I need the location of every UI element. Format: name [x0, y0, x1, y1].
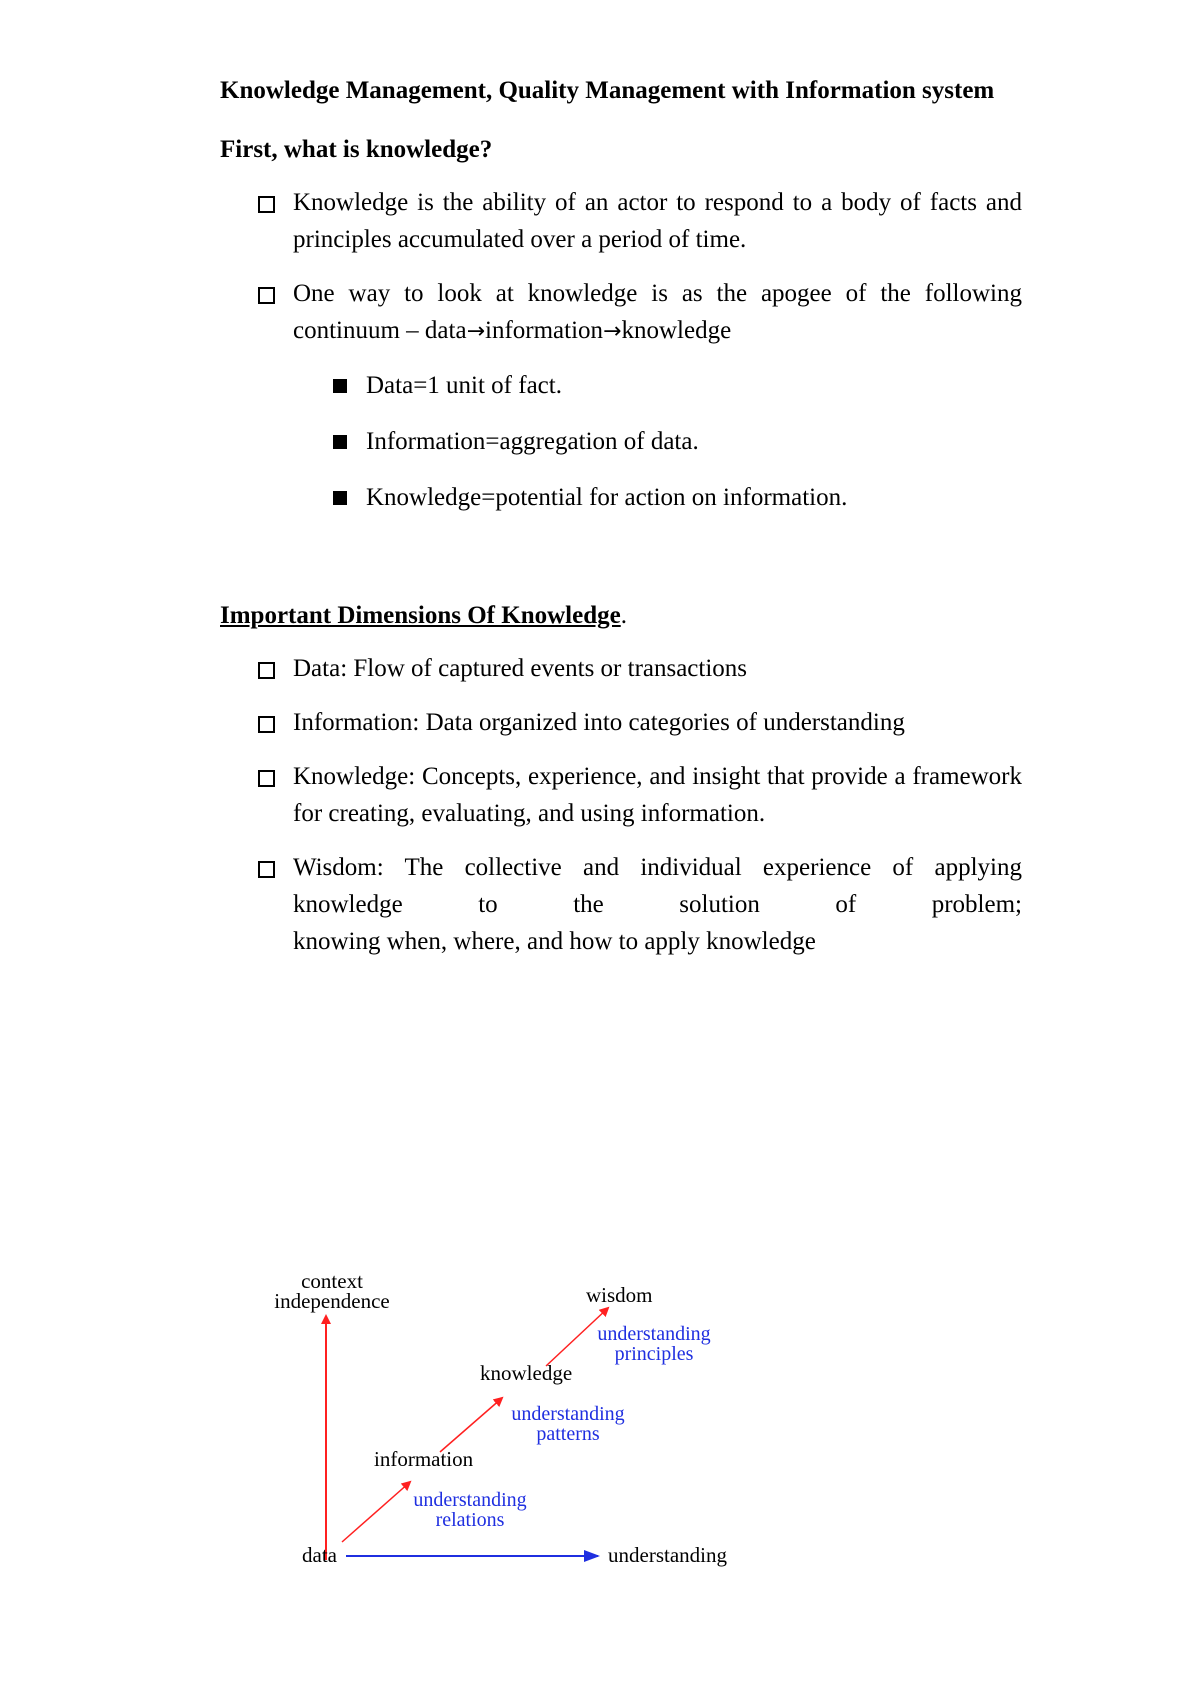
list-item [220, 849, 1022, 960]
relation-principles-line1: understanding [597, 1323, 711, 1345]
node-knowledge-label: knowledge [480, 1361, 573, 1385]
y-axis-label-line1: context [301, 1269, 363, 1293]
document-page [220, 72, 1022, 977]
section-heading-text: Important Dimensions Of Knowledge [220, 602, 621, 629]
node-wisdom-label: wisdom [586, 1283, 653, 1307]
relation-patterns-line2: patterns [536, 1423, 600, 1445]
section-heading-dimensions [220, 597, 1022, 634]
node-information-label: information [374, 1447, 474, 1471]
list-item [220, 650, 1022, 687]
list-item-text: knowing when, where, and how to apply knowledge [293, 928, 816, 955]
list-item [220, 704, 1022, 741]
y-axis-label-line2: independence [274, 1289, 390, 1313]
checkbox-bullet-icon [258, 287, 275, 304]
section-heading-suffix: . [620, 602, 627, 629]
list-item-text: One way to look at knowledge is as the apogee of the following continuum – data [293, 280, 1022, 344]
relation-principles-line2: principles [614, 1343, 694, 1365]
checkbox-bullet-icon [258, 716, 275, 733]
list-item-text: Data: Flow of captured events or transactions [293, 655, 748, 682]
sub-list-item-text: Knowledge=potential for action on information. [366, 484, 848, 511]
list-item-text: knowledge [621, 317, 732, 344]
list-item [220, 184, 1022, 258]
list-item-text: Wisdom: The collective and individual experience of applying knowledge to the solution of problem; [293, 854, 1022, 918]
checkbox-bullet-icon [258, 770, 275, 787]
sub-list-item [220, 479, 1022, 516]
relation-patterns-line1: understanding [511, 1403, 625, 1425]
list-item-text: Information: Data organized into categories of understanding [293, 709, 905, 736]
x-axis-label: understanding [608, 1543, 727, 1567]
square-bullet-icon [333, 491, 347, 505]
checkbox-bullet-icon [258, 662, 275, 679]
sub-list-item-text: Data=1 unit of fact. [366, 372, 562, 399]
arrow-data-to-information [342, 1482, 410, 1542]
right-arrow-icon: → [603, 319, 622, 344]
square-bullet-icon [333, 435, 347, 449]
arrow-information-to-knowledge [440, 1398, 502, 1452]
list-item [220, 275, 1022, 350]
list-item-text: Knowledge: Concepts, experience, and insight that provide a framework for creating, evaluating, and using information. [293, 763, 1022, 827]
origin-label: data [302, 1543, 337, 1567]
right-arrow-icon: → [466, 319, 486, 344]
checkbox-bullet-icon [258, 861, 275, 878]
checkbox-bullet-icon [258, 196, 275, 213]
sub-list-item-text: Information=aggregation of data. [366, 428, 699, 455]
list-item [220, 758, 1022, 832]
sub-list-item [220, 367, 1022, 404]
square-bullet-icon [333, 379, 347, 393]
sub-list-item [220, 423, 1022, 460]
list-item-text: Knowledge is the ability of an actor to respond to a body of facts and principles accumulated over a period of time. [293, 189, 1022, 253]
document-title: Knowledge Management, Quality Management with Information system [220, 77, 995, 104]
section-heading-what-is-knowledge: First, what is knowledge? [220, 136, 493, 163]
list-item-text: information [485, 317, 604, 344]
relation-relations-line1: understanding [413, 1489, 527, 1511]
relation-relations-line2: relations [435, 1509, 505, 1531]
dikw-diagram [240, 1240, 780, 1580]
